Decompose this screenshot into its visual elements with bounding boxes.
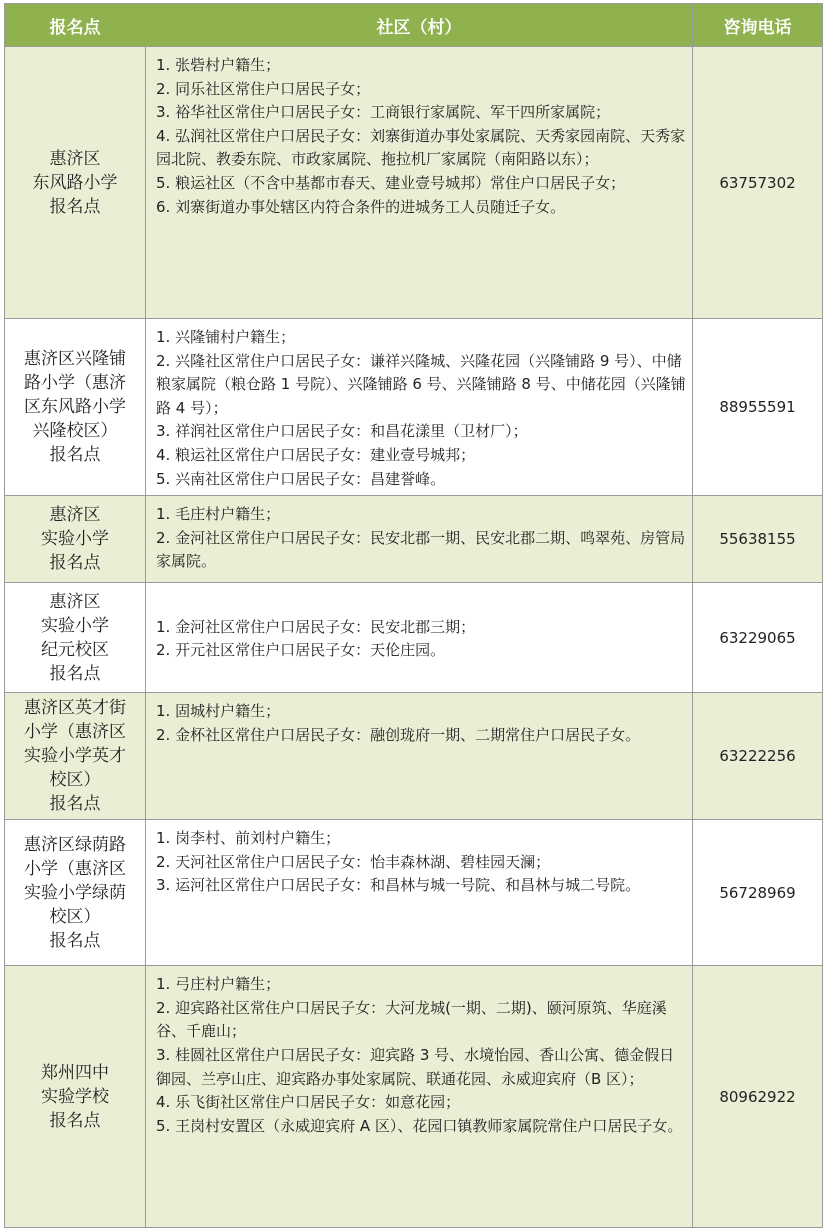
school-cell — [5, 693, 146, 820]
community-item: 3. 裕华社区常住户口居民子女：工商银行家属院、军干四所家属院； — [156, 103, 611, 122]
community-cell — [146, 966, 693, 1228]
school-name-line: 报名点 — [49, 930, 101, 951]
phone-number: 88955591 — [693, 319, 823, 496]
community-item: 2. 天河社区常住户口居民子女：怡丰森林湖、碧桂园天澜； — [156, 852, 551, 871]
phone-number: 55638155 — [693, 496, 823, 583]
school-name-line: 小学（惠济区 — [24, 722, 126, 743]
phone-number: 63222256 — [693, 693, 823, 820]
table-row — [5, 583, 823, 693]
header-phone: 咨询电话 — [693, 4, 823, 47]
community-cell — [146, 47, 693, 319]
school-name-line: 实验小学 — [41, 615, 109, 636]
community-item: 3. 桂圆社区常住户口居民子女：迎宾路 3 号、水境怡园、香山公寓、德金假日御园、兰亭山庄、迎宾路办事处家属院、联通花园、永威迎宾府（B 区）； — [156, 1045, 675, 1088]
school-name-line: 报名点 — [49, 196, 101, 217]
community-item: 6. 刘寨街道办事处辖区内符合条件的进城务工人员随迁子女。 — [156, 197, 566, 216]
community-cell — [146, 820, 693, 966]
school-cell — [5, 47, 146, 319]
community-item: 2. 金杯社区常住户口居民子女：融创珑府一期、二期常住户口居民子女。 — [156, 725, 641, 744]
school-cell — [5, 820, 146, 966]
school-cell — [5, 966, 146, 1228]
community-cell — [146, 583, 693, 693]
school-name-line: 报名点 — [49, 663, 101, 684]
community-item: 3. 祥润社区常住户口居民子女：和昌花漾里（卫材厂）； — [156, 422, 528, 441]
school-name-line: 郑州四中 — [41, 1062, 109, 1083]
table-row — [5, 319, 823, 496]
header-community: 社区（村） — [146, 4, 693, 47]
header-school: 报名点 — [5, 4, 146, 47]
school-name-line: 惠济区兴隆铺 — [24, 349, 126, 370]
header-row — [5, 4, 823, 47]
school-name-line: 惠济区英才街 — [24, 698, 126, 719]
community-item: 1. 金河社区常住户口居民子女：民安北郡三期； — [156, 617, 476, 636]
school-name-line: 惠济区 — [49, 591, 101, 612]
school-name-line: 校区） — [49, 906, 101, 927]
community-item: 4. 粮运社区常住户口居民子女：建业壹号城邦； — [156, 445, 476, 464]
school-name-line: 惠济区绿荫路 — [24, 834, 126, 855]
community-item: 4. 乐飞街社区常住户口居民子女：如意花园； — [156, 1093, 461, 1112]
table-row — [5, 496, 823, 583]
community-item: 4. 弘润社区常住户口居民子女：刘寨街道办事处家属院、天秀家园南院、天秀家园北院、教委东院、市政家属院、拖拉机厂家属院（南阳路以东）； — [156, 126, 686, 169]
school-name-line: 兴隆校区） — [32, 421, 118, 442]
school-name-line: 报名点 — [49, 553, 101, 574]
table-body — [5, 47, 823, 1228]
community-item: 1. 张砦村户籍生； — [156, 56, 281, 74]
phone-number: 56728969 — [693, 820, 823, 966]
school-name-line: 报名点 — [49, 794, 101, 815]
community-item: 2. 开元社区常住户口居民子女：天伦庄园。 — [156, 641, 446, 660]
school-name-line: 实验小学 — [41, 529, 109, 550]
phone-number: 80962922 — [693, 966, 823, 1228]
school-name-line: 纪元校区 — [41, 639, 109, 660]
school-name-line: 实验小学绿荫 — [24, 882, 126, 903]
school-name-line: 路小学（惠济 — [24, 373, 126, 394]
school-name-line: 校区） — [49, 770, 101, 791]
community-item: 5. 兴南社区常住户口居民子女：昌建誉峰。 — [156, 469, 446, 488]
community-item: 5. 王岗村安置区（永威迎宾府 A 区）、花园口镇教师家属院常住户口居民子女。 — [156, 1116, 683, 1135]
community-item: 3. 运河社区常住户口居民子女：和昌林与城一号院、和昌林与城二号院。 — [156, 876, 641, 895]
school-name-line: 惠济区 — [49, 148, 101, 169]
community-cell — [146, 319, 693, 496]
school-name-line: 报名点 — [49, 1110, 101, 1131]
school-name-line: 报名点 — [49, 445, 101, 466]
school-name-line: 小学（惠济区 — [24, 858, 126, 879]
phone-number: 63229065 — [693, 583, 823, 693]
school-cell — [5, 583, 146, 693]
community-item: 2. 同乐社区常住户口居民子女； — [156, 79, 371, 98]
community-item: 1. 兴隆铺村户籍生； — [156, 328, 296, 346]
registration-table — [4, 3, 823, 1228]
school-cell — [5, 496, 146, 583]
table-row — [5, 47, 823, 319]
school-name-line: 实验学校 — [41, 1086, 109, 1107]
school-name-line: 东风路小学 — [32, 172, 118, 193]
community-item: 2. 兴隆社区常住户口居民子女：谦祥兴隆城、兴隆花园（兴隆铺路 9 号）、中储粮家属院（粮仓路 1 号院）、兴隆铺路 6 号、兴隆铺路 8 号、中储花园（兴隆铺路 4 号）； — [156, 351, 686, 417]
community-cell — [146, 496, 693, 583]
community-item: 2. 金河社区常住户口居民子女：民安北郡一期、民安北郡二期、鸣翠苑、房管局家属院。 — [156, 528, 686, 571]
community-item: 1. 固城村户籍生； — [156, 702, 281, 721]
community-cell — [146, 693, 693, 820]
phone-number: 63757302 — [693, 47, 823, 319]
community-item: 1. 毛庄村户籍生； — [156, 505, 281, 524]
school-name-line: 惠济区 — [49, 505, 101, 526]
table-row — [5, 820, 823, 966]
school-cell — [5, 319, 146, 496]
table-row — [5, 966, 823, 1228]
school-name-line: 区东风路小学 — [24, 397, 126, 418]
community-item: 1. 岗李村、前刘村户籍生； — [156, 829, 341, 848]
community-item: 1. 弓庄村户籍生； — [156, 975, 281, 994]
table-row — [5, 693, 823, 820]
school-name-line: 实验小学英才 — [24, 746, 126, 767]
community-item: 5. 粮运社区（不含中基都市春天、建业壹号城邦）常住户口居民子女； — [156, 173, 626, 192]
community-item: 2. 迎宾路社区常住户口居民子女：大河龙城(一期、二期)、颐河原筑、华庭溪谷、千鹿山； — [156, 998, 667, 1041]
